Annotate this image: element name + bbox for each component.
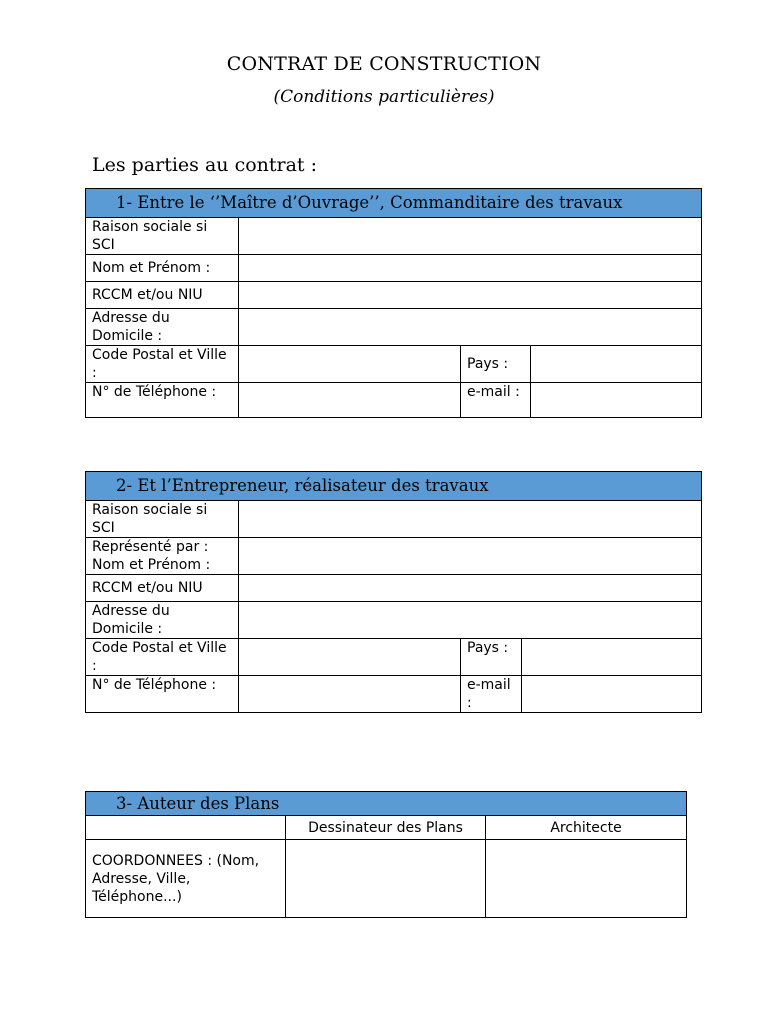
rccm-field[interactable]	[239, 575, 702, 602]
section3-header: 3- Auteur des Plans	[86, 792, 687, 816]
raison-sociale-field[interactable]	[239, 501, 702, 538]
pays-label: Pays :	[461, 639, 522, 676]
rccm-label: RCCM et/ou NIU	[86, 575, 239, 602]
email-label: e-mail :	[461, 676, 522, 713]
adresse-field[interactable]	[239, 602, 702, 639]
architecte-coordonnees-field[interactable]	[486, 840, 687, 918]
code-postal-label: Code Postal et Ville :	[86, 346, 239, 383]
telephone-field[interactable]	[239, 676, 461, 713]
raison-sociale-label: Raison sociale si SCI	[86, 501, 239, 538]
email-field[interactable]	[531, 383, 702, 418]
code-postal-label: Code Postal et Ville :	[86, 639, 239, 676]
nom-prenom-field[interactable]	[239, 255, 702, 282]
raison-sociale-field[interactable]	[239, 218, 702, 255]
empty-corner-cell	[86, 816, 286, 840]
maitre-ouvrage-table	[85, 188, 702, 418]
nom-prenom-label: Nom et Prénom :	[86, 255, 239, 282]
architecte-column-header: Architecte	[486, 816, 687, 840]
code-postal-field[interactable]	[239, 346, 461, 383]
section1-header: 1- Entre le ‘’Maître d’Ouvrage’’, Commanditaire des travaux	[86, 189, 702, 218]
entrepreneur-table	[85, 471, 702, 713]
coordonnees-label: COORDONNEES : (Nom, Adresse, Ville, Téléphone...)	[86, 840, 286, 918]
pays-field[interactable]	[522, 639, 702, 676]
dessinateur-coordonnees-field[interactable]	[286, 840, 486, 918]
email-label: e-mail :	[461, 383, 531, 418]
pays-field[interactable]	[531, 346, 702, 383]
represente-label: Représenté par : Nom et Prénom :	[86, 538, 239, 575]
adresse-label: Adresse du Domicile :	[86, 602, 239, 639]
section2-header: 2- Et l’Entrepreneur, réalisateur des travaux	[86, 472, 702, 501]
telephone-label: N° de Téléphone :	[86, 676, 239, 713]
rccm-field[interactable]	[239, 282, 702, 309]
parties-heading: Les parties au contrat :	[92, 154, 318, 176]
represente-field[interactable]	[239, 538, 702, 575]
dessinateur-column-header: Dessinateur des Plans	[286, 816, 486, 840]
telephone-label: N° de Téléphone :	[86, 383, 239, 418]
pays-label: Pays :	[461, 346, 531, 383]
raison-sociale-label: Raison sociale si SCI	[86, 218, 239, 255]
rccm-label: RCCM et/ou NIU	[86, 282, 239, 309]
auteur-plans-table	[85, 791, 687, 918]
adresse-field[interactable]	[239, 309, 702, 346]
adresse-label: Adresse du Domicile :	[86, 309, 239, 346]
telephone-field[interactable]	[239, 383, 461, 418]
document-subtitle: (Conditions particulières)	[273, 87, 495, 107]
code-postal-field[interactable]	[239, 639, 461, 676]
document-title: CONTRAT DE CONSTRUCTION	[226, 53, 542, 75]
email-field[interactable]	[522, 676, 702, 713]
